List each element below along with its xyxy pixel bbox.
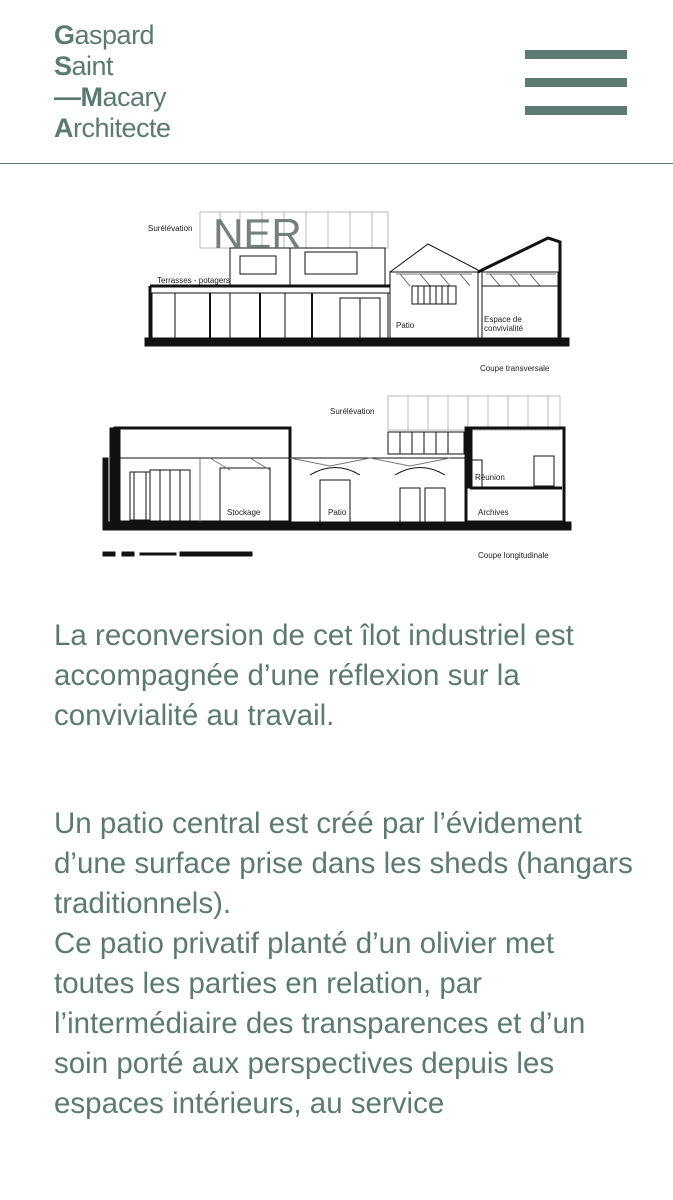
label-terrasses: Terrasses - potagers bbox=[157, 276, 230, 285]
architectural-section-drawing bbox=[0, 164, 673, 584]
label-surelevation-2: Surélévation bbox=[330, 407, 375, 416]
label-espace: Espace de bbox=[484, 315, 522, 324]
project-description bbox=[54, 616, 634, 736]
site-header bbox=[0, 0, 673, 164]
logo-line: Saint bbox=[54, 51, 114, 81]
logo-line: Gaspard bbox=[54, 20, 155, 50]
paragraph: Un patio central est créé par l’évidement d’une surface prise dans les sheds (hangars traditionnels). bbox=[54, 807, 633, 920]
label-espace: convivialité bbox=[484, 324, 524, 333]
paragraph: La reconversion de cet îlot industriel est accompagnée d’une réflexion sur la convivialité au travail. bbox=[54, 619, 574, 732]
menu-bar bbox=[525, 78, 627, 87]
label-patio-1: Patio bbox=[396, 321, 415, 330]
label-reunion: Réunion bbox=[475, 473, 505, 482]
caption-coupe-longitudinale: Coupe longitudinale bbox=[478, 551, 549, 560]
drawing-watermark: NER bbox=[213, 210, 302, 257]
menu-bar bbox=[525, 50, 627, 59]
menu-bar bbox=[525, 106, 627, 115]
hamburger-menu-icon[interactable] bbox=[525, 50, 627, 116]
label-archives: Archives bbox=[478, 508, 509, 517]
label-stockage: Stockage bbox=[227, 508, 261, 517]
project-description bbox=[54, 804, 634, 1124]
logo-line: —Macary bbox=[54, 82, 167, 112]
label-surelevation-1: Surélévation bbox=[148, 224, 193, 233]
caption-coupe-transversale: Coupe transversale bbox=[480, 364, 550, 373]
paragraph: Ce patio privatif planté d’un olivier met toutes les parties en relation, par l’intermédiaire des transparences et d’un soin porté aux perspectives depuis les espaces intérieurs, au service bbox=[54, 927, 586, 1120]
logo-line: Architecte bbox=[54, 113, 171, 143]
site-logo[interactable] bbox=[54, 20, 171, 144]
label-patio-2: Patio bbox=[328, 508, 347, 517]
